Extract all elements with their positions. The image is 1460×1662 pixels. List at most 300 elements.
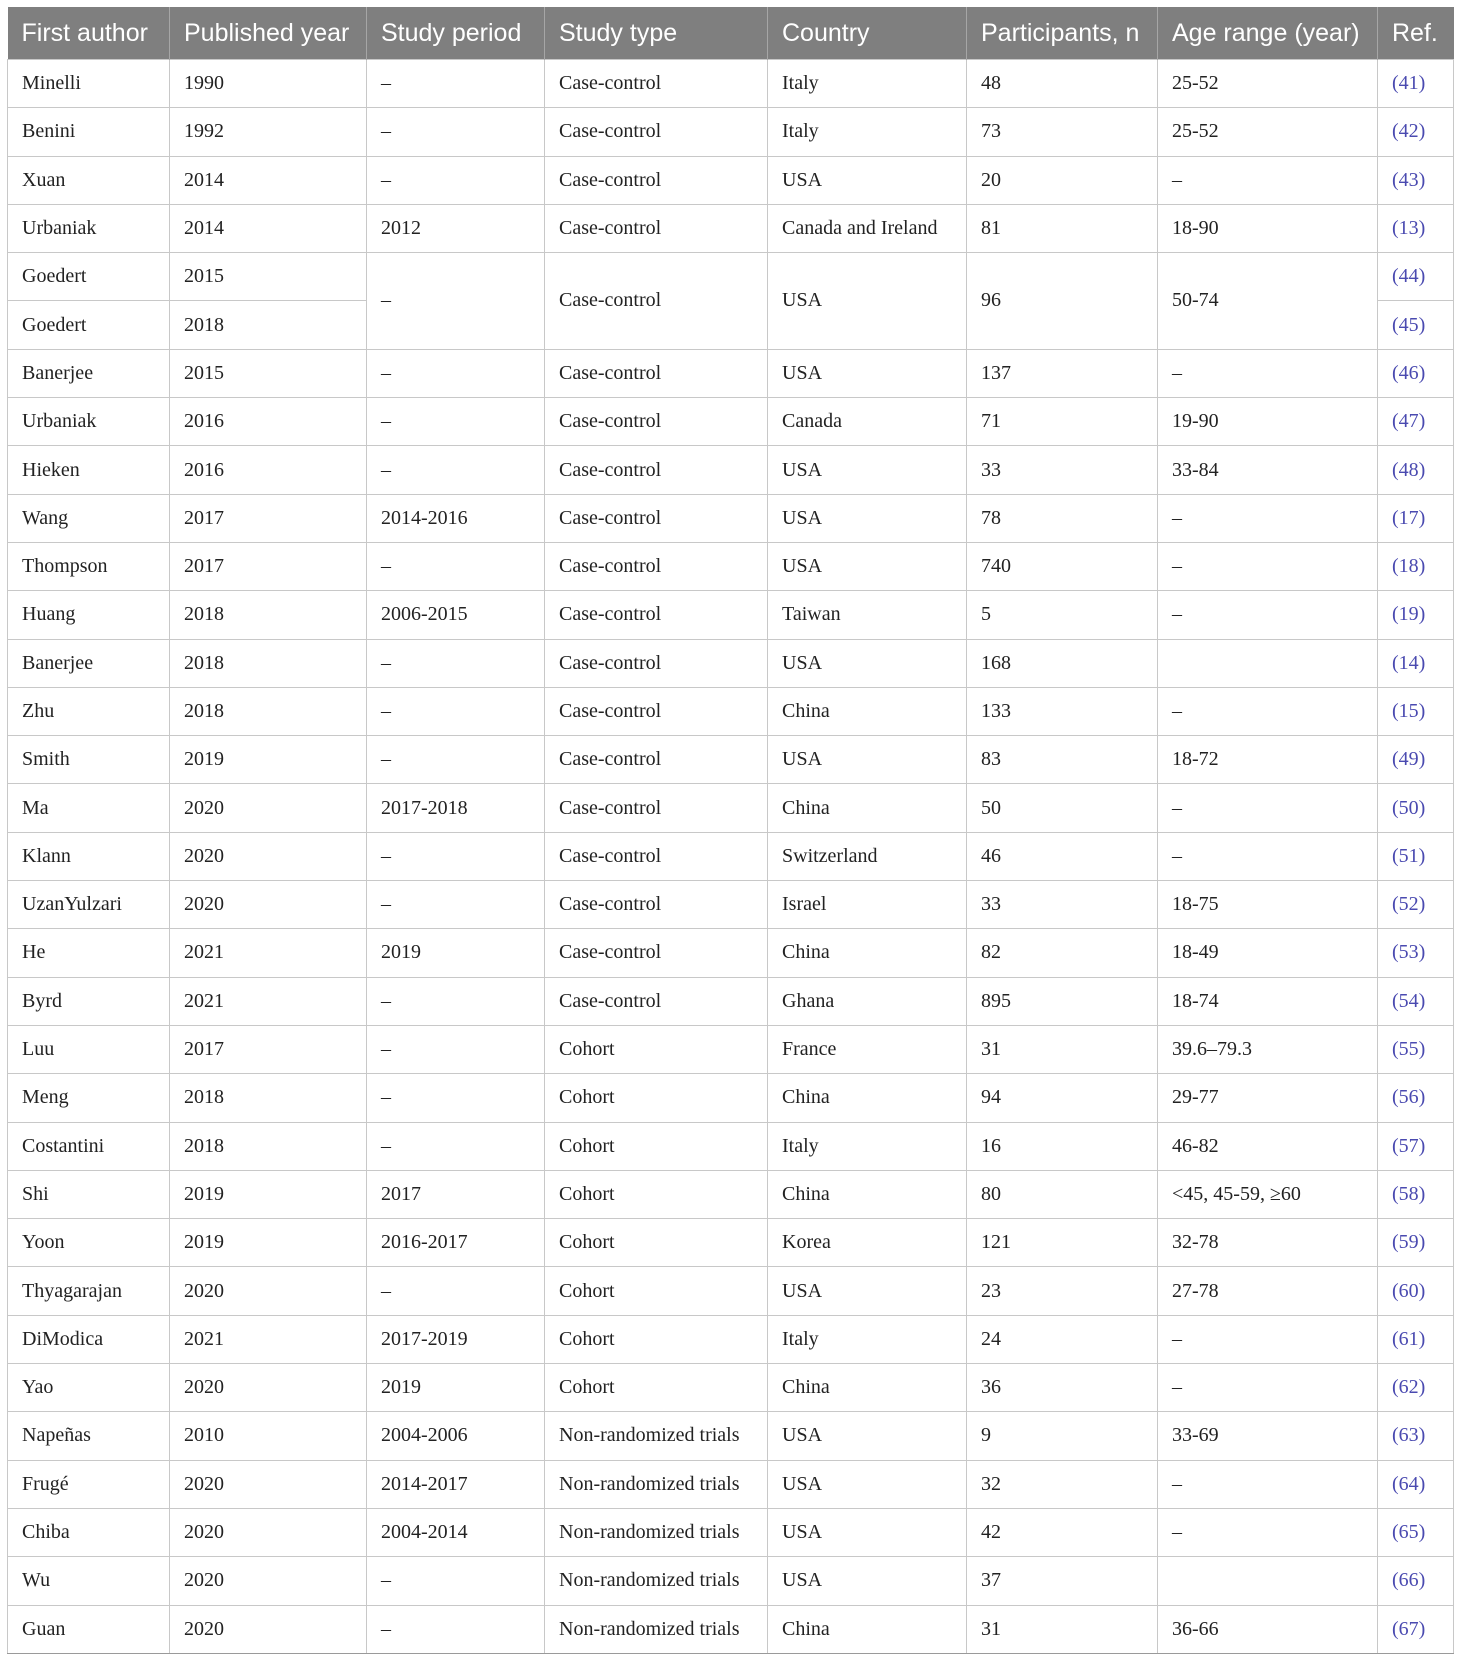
cell-study-type: Case-control [545, 446, 768, 494]
cell-published-year: 2010 [170, 1412, 367, 1460]
cell-country: Canada and Ireland [768, 204, 967, 252]
cell-study-type: Case-control [545, 349, 768, 397]
table-row [8, 253, 1454, 301]
cell-study-type: Case-control [545, 60, 768, 108]
cell-study-type: Case-control [545, 591, 768, 639]
cell-participants: 96 [967, 253, 1158, 350]
table-row [8, 1315, 1454, 1363]
table-row [8, 446, 1454, 494]
cell-country: China [768, 687, 967, 735]
table-row [8, 1557, 1454, 1605]
cell-study-type: Case-control [545, 253, 768, 350]
cell-study-type: Case-control [545, 929, 768, 977]
cell-country: USA [768, 494, 967, 542]
cell-participants: 73 [967, 108, 1158, 156]
cell-ref[interactable]: (51) [1378, 832, 1454, 880]
cell-first-author: Chiba [8, 1508, 170, 1556]
cell-participants: 36 [967, 1364, 1158, 1412]
cell-country: USA [768, 1412, 967, 1460]
cell-published-year: 2020 [170, 784, 367, 832]
cell-study-type: Non-randomized trials [545, 1412, 768, 1460]
cell-participants: 168 [967, 639, 1158, 687]
table-row [8, 591, 1454, 639]
cell-published-year: 2020 [170, 1508, 367, 1556]
cell-ref[interactable]: (50) [1378, 784, 1454, 832]
cell-first-author: He [8, 929, 170, 977]
cell-study-type: Cohort [545, 1025, 768, 1073]
cell-participants: 83 [967, 736, 1158, 784]
cell-country: USA [768, 1460, 967, 1508]
cell-participants: 81 [967, 204, 1158, 252]
cell-participants: 42 [967, 1508, 1158, 1556]
cell-study-period: – [367, 1557, 545, 1605]
cell-ref[interactable]: (57) [1378, 1122, 1454, 1170]
table-row [8, 204, 1454, 252]
cell-age-range: 18-49 [1158, 929, 1378, 977]
cell-first-author: Klann [8, 832, 170, 880]
cell-country: Taiwan [768, 591, 967, 639]
cell-study-period: – [367, 687, 545, 735]
table-row [8, 108, 1454, 156]
cell-age-range: – [1158, 1508, 1378, 1556]
cell-study-type: Case-control [545, 832, 768, 880]
cell-published-year: 2019 [170, 736, 367, 784]
cell-study-period: – [367, 60, 545, 108]
cell-participants: 94 [967, 1074, 1158, 1122]
column-header-first-author: First author [8, 7, 170, 60]
cell-participants: 71 [967, 398, 1158, 446]
cell-study-period: – [367, 253, 545, 350]
cell-study-period: – [367, 881, 545, 929]
cell-ref[interactable]: (67) [1378, 1605, 1454, 1653]
cell-country: Korea [768, 1219, 967, 1267]
cell-published-year: 2016 [170, 446, 367, 494]
table-row [8, 687, 1454, 735]
cell-age-range: – [1158, 591, 1378, 639]
cell-ref[interactable]: (52) [1378, 881, 1454, 929]
cell-first-author: Banerjee [8, 639, 170, 687]
cell-first-author: Urbaniak [8, 398, 170, 446]
cell-published-year: 2018 [170, 591, 367, 639]
cell-first-author: Goedert [8, 301, 170, 349]
table-row [8, 494, 1454, 542]
cell-country: Italy [768, 1122, 967, 1170]
table-row [8, 1219, 1454, 1267]
cell-published-year: 2020 [170, 881, 367, 929]
cell-first-author: Byrd [8, 977, 170, 1025]
studies-table-container [7, 7, 1453, 1654]
cell-study-period: – [367, 1605, 545, 1653]
cell-first-author: Frugé [8, 1460, 170, 1508]
cell-study-type: Case-control [545, 784, 768, 832]
cell-first-author: Minelli [8, 60, 170, 108]
cell-ref[interactable]: (42) [1378, 108, 1454, 156]
cell-country: Italy [768, 1315, 967, 1363]
cell-participants: 33 [967, 881, 1158, 929]
table-row [8, 1364, 1454, 1412]
cell-ref[interactable]: (48) [1378, 446, 1454, 494]
cell-study-type: Case-control [545, 398, 768, 446]
cell-age-range: <45, 45-59, ≥60 [1158, 1170, 1378, 1218]
cell-study-period: – [367, 1122, 545, 1170]
cell-published-year: 2021 [170, 1315, 367, 1363]
cell-ref[interactable]: (45) [1378, 301, 1454, 349]
table-row [8, 977, 1454, 1025]
cell-country: China [768, 929, 967, 977]
cell-age-range: – [1158, 156, 1378, 204]
cell-age-range: 25-52 [1158, 108, 1378, 156]
cell-ref[interactable]: (59) [1378, 1219, 1454, 1267]
cell-participants: 740 [967, 542, 1158, 590]
cell-published-year: 2015 [170, 253, 367, 301]
cell-study-type: Case-control [545, 639, 768, 687]
table-row [8, 929, 1454, 977]
cell-study-period: – [367, 108, 545, 156]
cell-study-period: 2014-2017 [367, 1460, 545, 1508]
cell-country: China [768, 1605, 967, 1653]
cell-first-author: UzanYulzari [8, 881, 170, 929]
cell-study-type: Cohort [545, 1170, 768, 1218]
cell-country: USA [768, 736, 967, 784]
cell-ref[interactable]: (46) [1378, 349, 1454, 397]
cell-published-year: 2014 [170, 204, 367, 252]
cell-age-range: – [1158, 349, 1378, 397]
cell-age-range: – [1158, 542, 1378, 590]
cell-participants: 80 [967, 1170, 1158, 1218]
cell-ref[interactable]: (63) [1378, 1412, 1454, 1460]
table-row [8, 1508, 1454, 1556]
cell-study-type: Non-randomized trials [545, 1460, 768, 1508]
cell-first-author: Thompson [8, 542, 170, 590]
cell-study-period: – [367, 446, 545, 494]
cell-first-author: Napeñas [8, 1412, 170, 1460]
cell-study-period: – [367, 1267, 545, 1315]
cell-age-range [1158, 639, 1378, 687]
cell-first-author: Goedert [8, 253, 170, 301]
cell-study-type: Cohort [545, 1364, 768, 1412]
cell-participants: 78 [967, 494, 1158, 542]
cell-published-year: 2017 [170, 494, 367, 542]
cell-country: USA [768, 446, 967, 494]
cell-ref[interactable]: (55) [1378, 1025, 1454, 1073]
cell-ref[interactable]: (47) [1378, 398, 1454, 446]
table-row [8, 1605, 1454, 1653]
cell-study-period: 2016-2017 [367, 1219, 545, 1267]
table-row [8, 784, 1454, 832]
cell-first-author: Hieken [8, 446, 170, 494]
cell-study-type: Case-control [545, 977, 768, 1025]
column-header-participants: Participants, n [967, 7, 1158, 60]
cell-study-type: Cohort [545, 1219, 768, 1267]
cell-ref[interactable]: (56) [1378, 1074, 1454, 1122]
cell-published-year: 2018 [170, 1074, 367, 1122]
cell-study-type: Non-randomized trials [545, 1508, 768, 1556]
table-row [8, 349, 1454, 397]
cell-ref[interactable]: (14) [1378, 639, 1454, 687]
cell-participants: 5 [967, 591, 1158, 639]
cell-age-range: 33-84 [1158, 446, 1378, 494]
cell-study-type: Case-control [545, 736, 768, 784]
cell-study-period: – [367, 639, 545, 687]
cell-participants: 895 [967, 977, 1158, 1025]
table-row [8, 1170, 1454, 1218]
cell-participants: 20 [967, 156, 1158, 204]
cell-ref[interactable]: (65) [1378, 1508, 1454, 1556]
cell-ref[interactable]: (19) [1378, 591, 1454, 639]
cell-age-range: 18-74 [1158, 977, 1378, 1025]
cell-country: USA [768, 156, 967, 204]
cell-age-range: 46-82 [1158, 1122, 1378, 1170]
cell-study-period: – [367, 977, 545, 1025]
cell-participants: 37 [967, 1557, 1158, 1605]
cell-country: Israel [768, 881, 967, 929]
cell-age-range: – [1158, 1315, 1378, 1363]
cell-age-range: 36-66 [1158, 1605, 1378, 1653]
cell-ref[interactable]: (49) [1378, 736, 1454, 784]
cell-country: Italy [768, 108, 967, 156]
cell-first-author: Meng [8, 1074, 170, 1122]
cell-age-range: 29-77 [1158, 1074, 1378, 1122]
cell-study-period: 2017-2019 [367, 1315, 545, 1363]
cell-study-period: 2006-2015 [367, 591, 545, 639]
cell-ref[interactable]: (54) [1378, 977, 1454, 1025]
table-row [8, 60, 1454, 108]
table-row [8, 1460, 1454, 1508]
cell-participants: 16 [967, 1122, 1158, 1170]
cell-ref[interactable]: (13) [1378, 204, 1454, 252]
cell-ref[interactable]: (62) [1378, 1364, 1454, 1412]
column-header-study-period: Study period [367, 7, 545, 60]
cell-country: Italy [768, 60, 967, 108]
cell-study-type: Cohort [545, 1315, 768, 1363]
table-row [8, 1074, 1454, 1122]
cell-age-range: – [1158, 687, 1378, 735]
cell-age-range: – [1158, 494, 1378, 542]
cell-participants: 32 [967, 1460, 1158, 1508]
cell-ref[interactable]: (53) [1378, 929, 1454, 977]
cell-study-period: – [367, 1074, 545, 1122]
cell-age-range: 18-75 [1158, 881, 1378, 929]
cell-age-range: 39.6–79.3 [1158, 1025, 1378, 1073]
cell-study-period: – [367, 156, 545, 204]
cell-participants: 48 [967, 60, 1158, 108]
cell-country: USA [768, 1267, 967, 1315]
cell-study-period: – [367, 349, 545, 397]
cell-age-range [1158, 1557, 1378, 1605]
cell-study-type: Case-control [545, 542, 768, 590]
cell-first-author: Benini [8, 108, 170, 156]
cell-study-period: 2019 [367, 929, 545, 977]
cell-participants: 24 [967, 1315, 1158, 1363]
cell-participants: 137 [967, 349, 1158, 397]
cell-published-year: 2020 [170, 1364, 367, 1412]
cell-study-type: Cohort [545, 1074, 768, 1122]
cell-study-type: Cohort [545, 1122, 768, 1170]
cell-age-range: 50-74 [1158, 253, 1378, 350]
cell-participants: 31 [967, 1605, 1158, 1653]
table-row [8, 881, 1454, 929]
cell-published-year: 2020 [170, 832, 367, 880]
cell-study-type: Case-control [545, 687, 768, 735]
cell-first-author: Zhu [8, 687, 170, 735]
cell-ref[interactable]: (18) [1378, 542, 1454, 590]
cell-country: USA [768, 1557, 967, 1605]
column-header-country: Country [768, 7, 967, 60]
cell-ref[interactable]: (44) [1378, 253, 1454, 301]
table-row [8, 1122, 1454, 1170]
table-row [8, 1025, 1454, 1073]
cell-published-year: 2018 [170, 639, 367, 687]
cell-first-author: Luu [8, 1025, 170, 1073]
cell-first-author: Yoon [8, 1219, 170, 1267]
cell-study-type: Cohort [545, 1267, 768, 1315]
cell-age-range: – [1158, 1364, 1378, 1412]
cell-published-year: 2018 [170, 687, 367, 735]
table-row [8, 832, 1454, 880]
cell-participants: 133 [967, 687, 1158, 735]
cell-published-year: 2019 [170, 1170, 367, 1218]
cell-participants: 82 [967, 929, 1158, 977]
cell-country: China [768, 1170, 967, 1218]
cell-published-year: 2016 [170, 398, 367, 446]
cell-participants: 121 [967, 1219, 1158, 1267]
cell-first-author: Banerjee [8, 349, 170, 397]
cell-first-author: Ma [8, 784, 170, 832]
cell-published-year: 1992 [170, 108, 367, 156]
cell-age-range: 33-69 [1158, 1412, 1378, 1460]
cell-age-range: 27-78 [1158, 1267, 1378, 1315]
cell-age-range: – [1158, 1460, 1378, 1508]
cell-study-period: – [367, 542, 545, 590]
column-header-published-year: Published year [170, 7, 367, 60]
cell-published-year: 2014 [170, 156, 367, 204]
cell-study-period: 2004-2006 [367, 1412, 545, 1460]
cell-published-year: 2020 [170, 1460, 367, 1508]
cell-study-period: 2012 [367, 204, 545, 252]
cell-participants: 23 [967, 1267, 1158, 1315]
cell-age-range: 19-90 [1158, 398, 1378, 446]
cell-country: USA [768, 349, 967, 397]
cell-first-author: Wang [8, 494, 170, 542]
cell-first-author: Yao [8, 1364, 170, 1412]
cell-study-type: Case-control [545, 108, 768, 156]
cell-published-year: 2021 [170, 929, 367, 977]
cell-published-year: 2017 [170, 1025, 367, 1073]
column-header-age-range: Age range (year) [1158, 7, 1378, 60]
cell-first-author: Xuan [8, 156, 170, 204]
cell-age-range: 18-72 [1158, 736, 1378, 784]
cell-study-period: 2017-2018 [367, 784, 545, 832]
cell-study-period: – [367, 832, 545, 880]
cell-first-author: Smith [8, 736, 170, 784]
cell-age-range: 25-52 [1158, 60, 1378, 108]
cell-country: China [768, 784, 967, 832]
cell-ref[interactable]: (17) [1378, 494, 1454, 542]
cell-ref[interactable]: (15) [1378, 687, 1454, 735]
table-body [8, 60, 1454, 1654]
cell-study-type: Case-control [545, 494, 768, 542]
cell-first-author: Costantini [8, 1122, 170, 1170]
cell-country: USA [768, 639, 967, 687]
cell-study-period: 2004-2014 [367, 1508, 545, 1556]
table-row [8, 1267, 1454, 1315]
cell-published-year: 2020 [170, 1267, 367, 1315]
cell-published-year: 2019 [170, 1219, 367, 1267]
cell-study-type: Case-control [545, 881, 768, 929]
cell-ref[interactable]: (66) [1378, 1557, 1454, 1605]
table-row [8, 156, 1454, 204]
cell-study-type: Non-randomized trials [545, 1605, 768, 1653]
cell-country: Ghana [768, 977, 967, 1025]
cell-country: USA [768, 1508, 967, 1556]
column-header-ref: Ref. [1378, 7, 1454, 60]
column-header-study-type: Study type [545, 7, 768, 60]
cell-published-year: 1990 [170, 60, 367, 108]
cell-age-range: 18-90 [1158, 204, 1378, 252]
cell-published-year: 2020 [170, 1605, 367, 1653]
cell-first-author: Wu [8, 1557, 170, 1605]
cell-ref[interactable]: (41) [1378, 60, 1454, 108]
table-row [8, 542, 1454, 590]
cell-published-year: 2020 [170, 1557, 367, 1605]
table-row [8, 398, 1454, 446]
cell-ref[interactable]: (64) [1378, 1460, 1454, 1508]
cell-study-type: Case-control [545, 156, 768, 204]
cell-study-period: 2017 [367, 1170, 545, 1218]
cell-ref[interactable]: (61) [1378, 1315, 1454, 1363]
cell-participants: 46 [967, 832, 1158, 880]
cell-participants: 33 [967, 446, 1158, 494]
cell-first-author: Shi [8, 1170, 170, 1218]
table-row [8, 1412, 1454, 1460]
cell-first-author: Urbaniak [8, 204, 170, 252]
cell-first-author: DiModica [8, 1315, 170, 1363]
cell-age-range: – [1158, 784, 1378, 832]
cell-country: China [768, 1364, 967, 1412]
cell-country: USA [768, 253, 967, 350]
cell-published-year: 2018 [170, 1122, 367, 1170]
cell-country: Canada [768, 398, 967, 446]
studies-table [7, 7, 1454, 1654]
cell-published-year: 2017 [170, 542, 367, 590]
cell-first-author: Guan [8, 1605, 170, 1653]
cell-age-range: – [1158, 832, 1378, 880]
cell-ref[interactable]: (60) [1378, 1267, 1454, 1315]
cell-published-year: 2015 [170, 349, 367, 397]
cell-country: France [768, 1025, 967, 1073]
cell-study-period: 2019 [367, 1364, 545, 1412]
cell-published-year: 2021 [170, 977, 367, 1025]
cell-participants: 31 [967, 1025, 1158, 1073]
cell-participants: 9 [967, 1412, 1158, 1460]
header-row [8, 7, 1454, 60]
cell-study-period: – [367, 736, 545, 784]
cell-study-period: – [367, 398, 545, 446]
cell-study-type: Non-randomized trials [545, 1557, 768, 1605]
cell-first-author: Huang [8, 591, 170, 639]
cell-country: USA [768, 542, 967, 590]
cell-study-period: 2014-2016 [367, 494, 545, 542]
cell-country: Switzerland [768, 832, 967, 880]
cell-ref[interactable]: (58) [1378, 1170, 1454, 1218]
table-row [8, 639, 1454, 687]
cell-country: China [768, 1074, 967, 1122]
cell-published-year: 2018 [170, 301, 367, 349]
cell-study-period: – [367, 1025, 545, 1073]
cell-first-author: Thyagarajan [8, 1267, 170, 1315]
cell-study-type: Case-control [545, 204, 768, 252]
cell-ref[interactable]: (43) [1378, 156, 1454, 204]
